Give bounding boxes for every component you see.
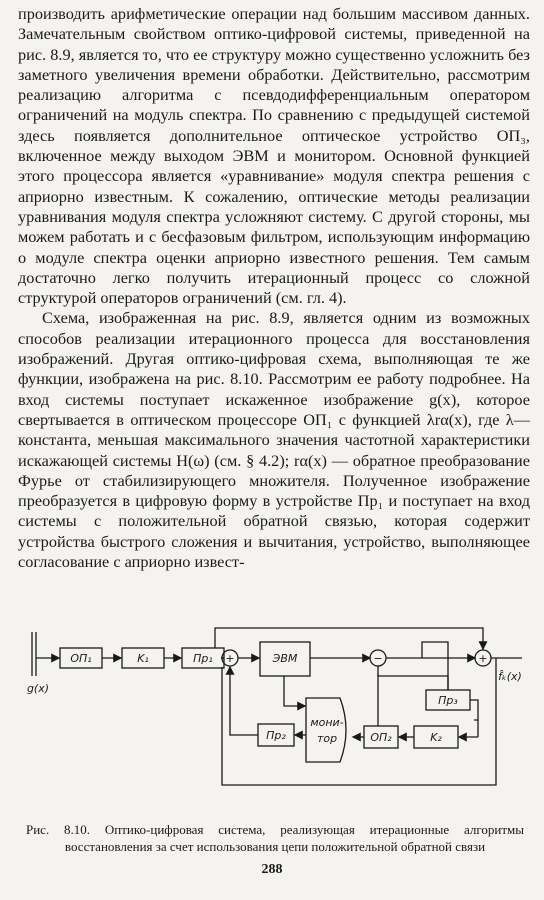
- outer-feedback-loop: [222, 658, 496, 785]
- bypass-line: [215, 628, 483, 649]
- paragraph-continuation: производить арифметические операции над большим массивом данных. Замечательным свойством оптико-цифровой системы, приведенной на рис. 8.9, является то, что ее структуру можно существенно усложнить без заметного увеличения времени обработки. Действительно, рассмотрим реализацию алгоритма с псевдодифференциальным оператором ограничений на модуль спектра. По сравнению с предыдущей системой здесь появляется дополнительное оптическое устройство ОП₃, включенное между выходом ЭВМ и монитором. Основной функцией этого процессора является «уравнивание» модуля спектра решения с априорно известным. К сожалению, оптические методы реализации уравнивания модуля спектра усложняют систему. С другой стороны, мы можем работать и с бесфазовым фильтром, использующим информацию о модуле спектра оценки априорно известного решения. Тем самым достаточно легко получить итерационный процесс со сложной структурой операторов ограничений (см. гл. 4).: [18, 4, 530, 308]
- block-monitor: [306, 698, 346, 762]
- label-pr3: Пр₃: [438, 694, 458, 707]
- label-monitor-2: тор: [316, 732, 338, 745]
- label-k2: K₂: [430, 731, 442, 744]
- subtractor-sign: −: [373, 652, 383, 665]
- evm-to-monitor: [284, 676, 305, 706]
- page-body: [18, 4, 530, 572]
- figure-caption: Рис. 8.10. Оптико-цифровая система, реализующая итерационные алгоритмы восстановления за счет использования цепи положительной обратной связи: [26, 822, 524, 854]
- figure-8-10-block-diagram: [22, 620, 530, 815]
- page-number: 288: [261, 862, 283, 877]
- paragraph-scheme-description: Схема, изображенная на рис. 8.9, является одним из возможных способов реализации итерационного процесса для восстановления изображений. Другая оптико-цифровая схема, выполняющая те же функции, изображена на рис. 8.10. Рассмотрим ее работу подробнее. На вход системы поступает искаженное изображение g(x), которое свертывается в оптическом процессоре ОП₁ с функцией λrα(x), где λ—константа, меньшая максимального значения частотной характеристики искажающей системы H(ω) (см. § 4.2); rα(x) — обратное преобразование Фурье от стабилизирующего множителя. Полученное изображение преобразуется в цифровую форму в устройстве Пр₁ и поступает на вход системы с положительной обратной связью, которая содержит устройства быстрого сложения и вычитания, устройство, выполняющее согласование с априорно извест-: [18, 308, 530, 572]
- block-diagram-svg: [22, 620, 530, 815]
- label-monitor-1: мони-: [310, 716, 344, 729]
- label-op1: ОП₁: [70, 652, 92, 665]
- adder-1-sign: +: [225, 652, 235, 665]
- label-pr1: Пр₁: [193, 652, 213, 665]
- feedback-to-adder-1: [230, 667, 258, 735]
- label-pr2: Пр₂: [266, 729, 286, 742]
- label-output: f̂ₖ(x): [498, 670, 522, 683]
- label-op2: ОП₂: [370, 731, 392, 744]
- label-k1: K₁: [137, 652, 149, 665]
- adder-2-sign: +: [478, 652, 488, 665]
- label-evm: ЭВМ: [272, 652, 298, 665]
- label-input: g(x): [26, 682, 50, 695]
